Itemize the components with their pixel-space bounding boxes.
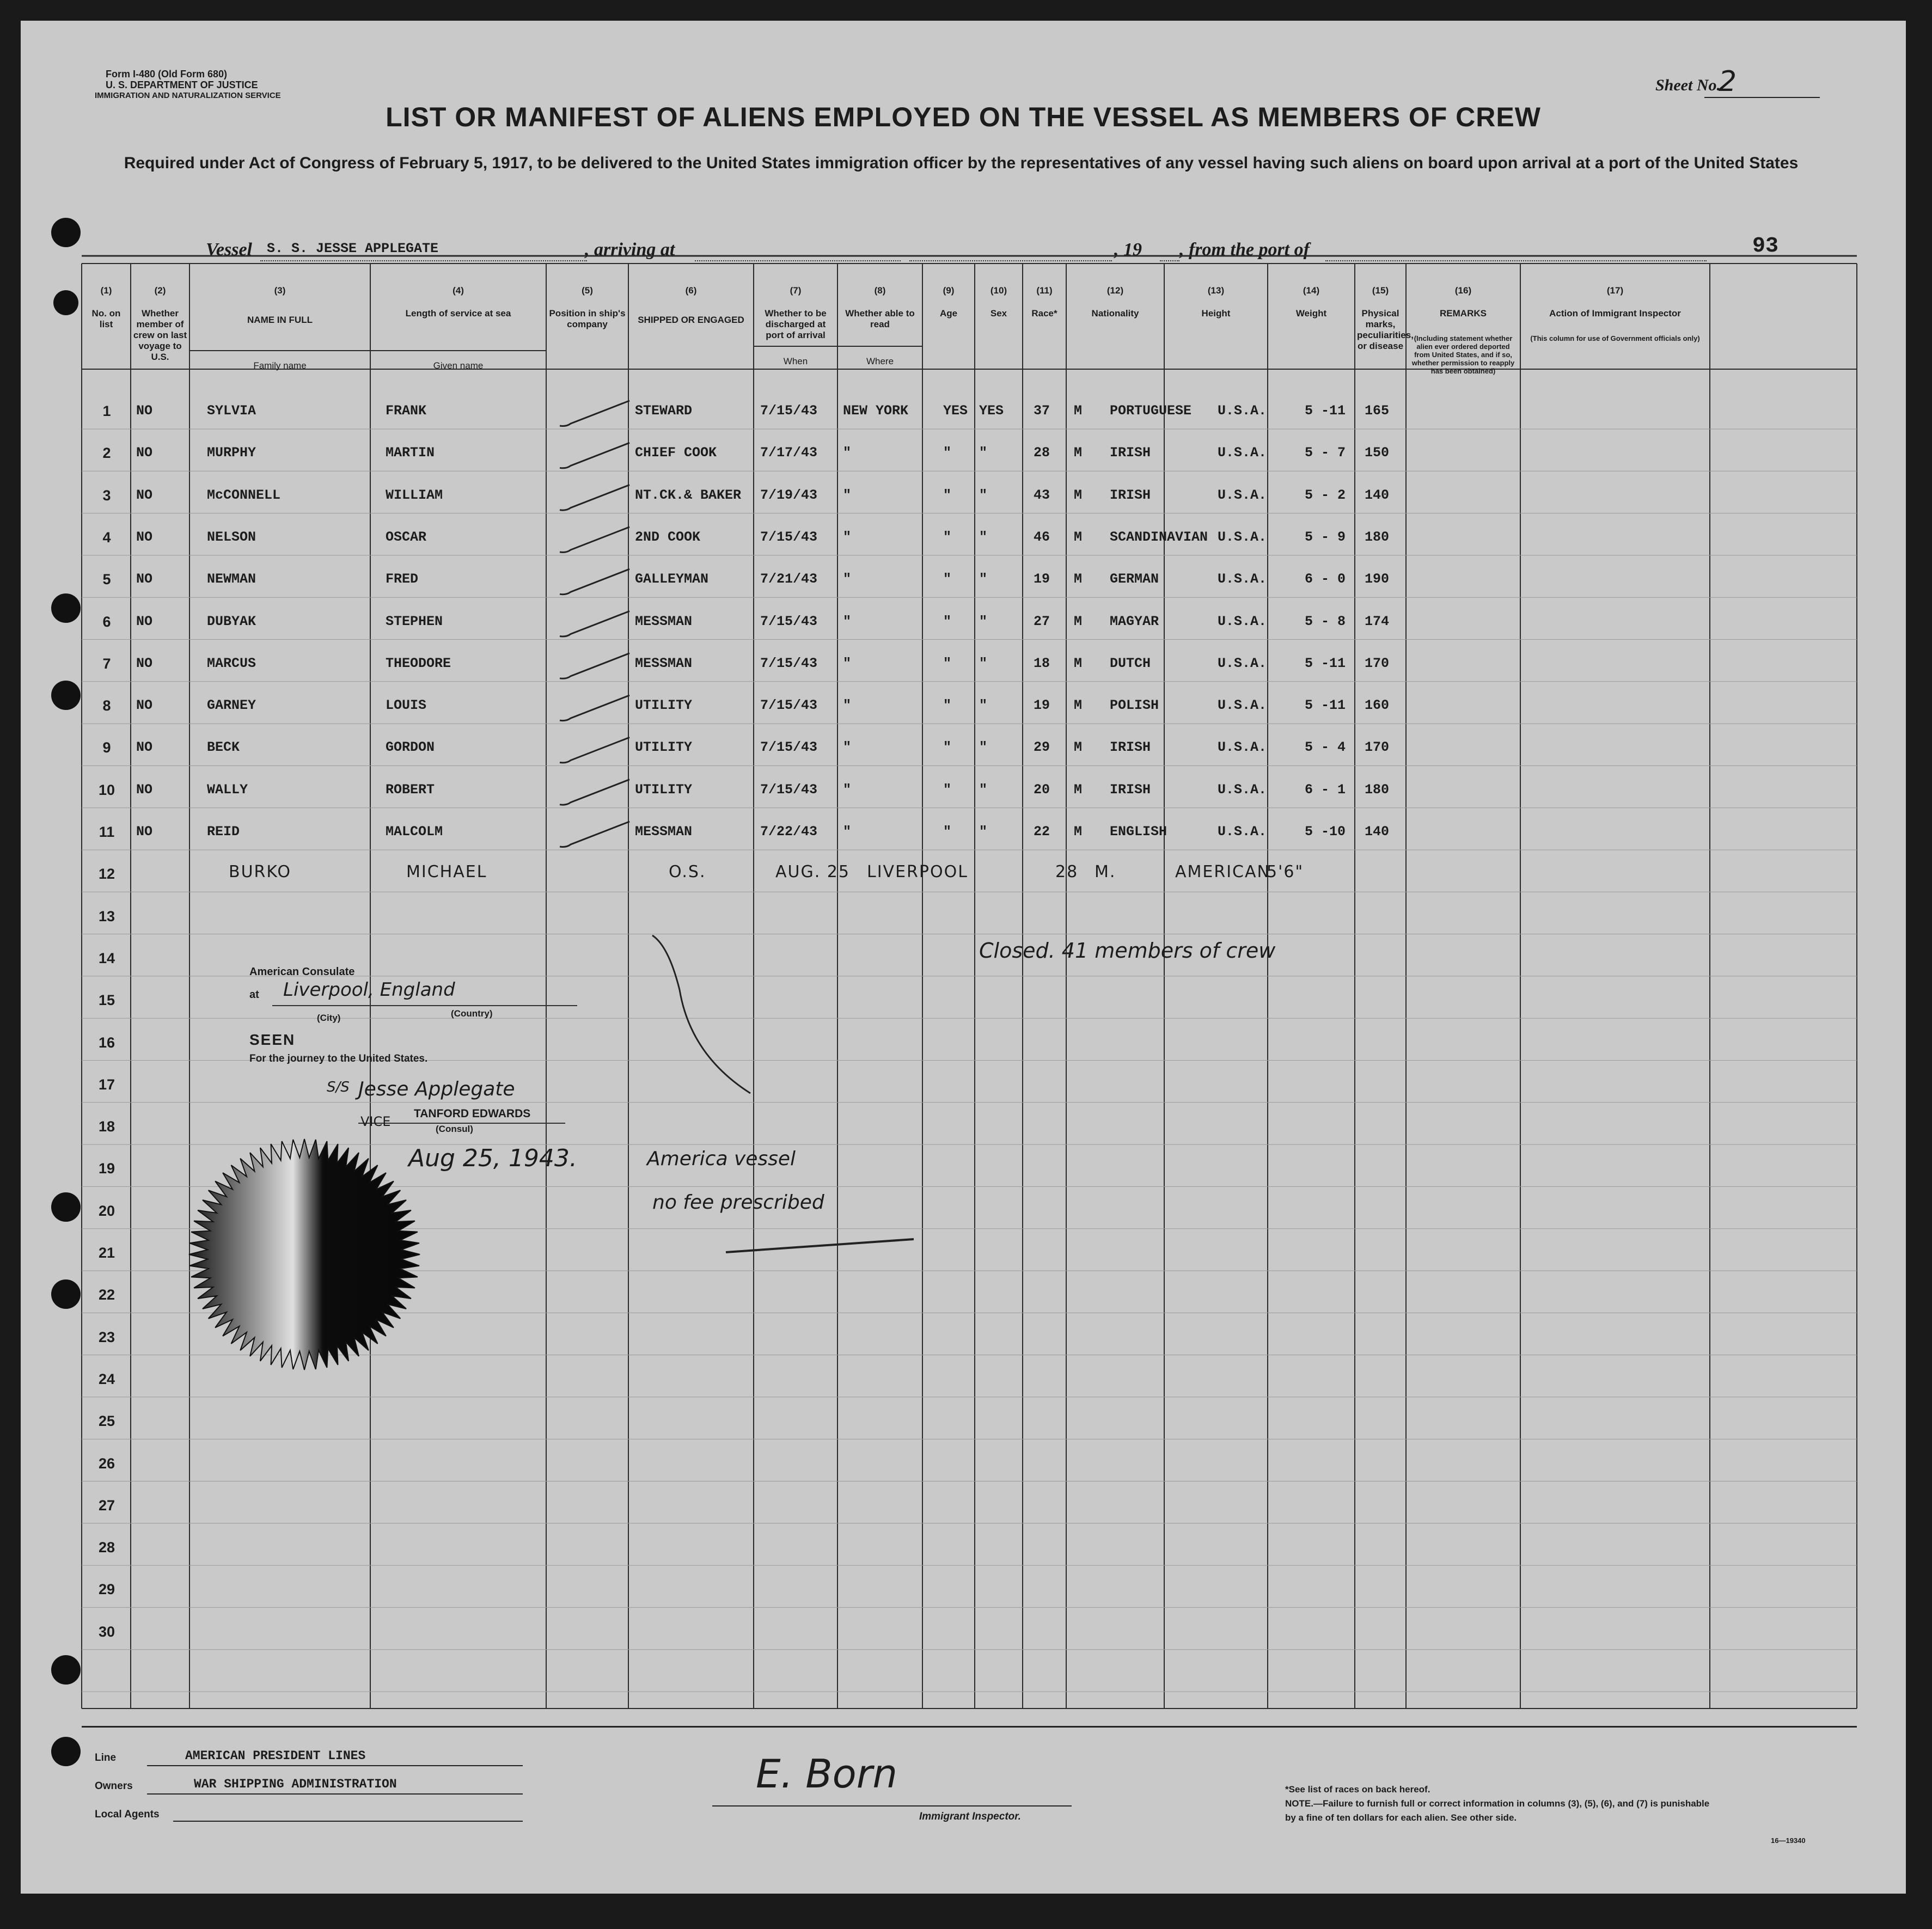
cell-where: "	[843, 655, 852, 671]
cell-where: "	[843, 613, 852, 629]
line-label: Line	[95, 1752, 117, 1763]
cell-sex: M	[1074, 445, 1083, 461]
cell-position: MESSMAN	[635, 655, 693, 671]
consul-label: (Consul)	[436, 1124, 473, 1134]
fee-note-line2: no fee prescribed	[652, 1191, 824, 1214]
service-check-mark	[560, 695, 629, 721]
column-number: (13)	[1207, 285, 1225, 296]
failure-note: NOTE.—Failure to furnish full or correct information in columns (3), (5), (6), and (7) is punishable by a fine of ten dollars for each alien. See other side.	[1285, 1798, 1710, 1823]
agents-label: Local Agents	[95, 1809, 160, 1820]
cell-sex: M.	[1095, 862, 1116, 882]
row-number: 30	[98, 1623, 115, 1640]
line-value: AMERICAN PRESIDENT LINES	[185, 1749, 366, 1763]
cell-where: "	[843, 739, 852, 756]
cell-height: 5 - 7	[1305, 445, 1346, 461]
journey-text: For the journey to the United States.	[249, 1053, 428, 1064]
margin-number: 93	[1752, 234, 1779, 259]
cell-nationality: U.S.A.	[1218, 613, 1267, 629]
cell-position: 2ND COOK	[635, 529, 701, 545]
cell-when: 7/22/43	[760, 824, 818, 840]
cell-prev: NO	[136, 403, 153, 419]
cell-race: MAGYAR	[1110, 613, 1159, 629]
cell-position: CHIEF COOK	[635, 445, 717, 461]
cell-family: DUBYAK	[207, 613, 256, 629]
cell-weight: 170	[1365, 739, 1390, 756]
cell-read: "	[979, 739, 988, 756]
cell-where: "	[843, 445, 852, 461]
signature-line	[712, 1805, 1072, 1806]
fee-note-underline	[723, 1235, 919, 1257]
cell-nationality: U.S.A.	[1218, 571, 1267, 587]
cell-race: PORTUGUESE	[1110, 403, 1192, 419]
cell-discharged: "	[943, 739, 952, 756]
column-number: (17)	[1606, 285, 1624, 296]
cell-nationality: U.S.A.	[1218, 739, 1267, 756]
consulate-place: Liverpool, England	[283, 979, 455, 1001]
service-check-mark	[560, 485, 629, 511]
service-check-mark	[560, 443, 629, 468]
consulate-country-label: (Country)	[451, 1008, 493, 1019]
column-sublabel: Where	[866, 356, 894, 366]
cell-race: IRISH	[1110, 445, 1151, 461]
cell-read: "	[979, 445, 988, 461]
cell-prev: NO	[136, 571, 153, 587]
cell-family: WALLY	[207, 781, 248, 798]
cell-position: UTILITY	[635, 739, 693, 756]
cell-sex: M	[1074, 613, 1083, 629]
column-note: (Including statement whether alien ever ordered deported from United States, and if so, whether permission to reapply has been obtained)	[1411, 334, 1515, 375]
row-number: 23	[98, 1328, 115, 1345]
cell-prev: NO	[136, 697, 153, 714]
manifest-page	[21, 21, 1906, 1894]
cell-given: WILLIAM	[386, 487, 443, 503]
cell-age: 18	[1034, 655, 1050, 671]
consulate-title: American Consulate	[249, 966, 355, 978]
cell-when: 7/17/43	[760, 445, 818, 461]
column-label: Weight	[1295, 308, 1327, 319]
row-number: 22	[98, 1287, 115, 1303]
cell-where: "	[843, 529, 852, 545]
page-subtitle: Required under Act of Congress of February 5, 1917, to be delivered to the United States immigration officer by the representatives of any vessel having such aliens on board upon arrival at a port of the United States	[124, 154, 1799, 172]
cell-discharged: "	[943, 781, 952, 798]
cell-family: MURPHY	[207, 445, 256, 461]
column-number: (16)	[1454, 285, 1472, 296]
cell-sex: M	[1074, 529, 1083, 545]
cell-weight: 165	[1365, 403, 1390, 419]
cell-discharged: "	[943, 445, 952, 461]
cell-given: ROBERT	[386, 781, 435, 798]
cell-nationality: U.S.A.	[1218, 445, 1267, 461]
cell-given: MARTIN	[386, 445, 435, 461]
cell-family: REID	[207, 824, 240, 840]
cell-read: "	[979, 571, 988, 587]
row-number: 3	[102, 487, 111, 504]
column-sublabel: Family name	[253, 360, 307, 371]
consular-seal-icon	[187, 1129, 421, 1380]
manifest-grid	[21, 21, 1906, 1894]
cell-nationality: AMERICAN	[1175, 862, 1270, 882]
cell-weight: 190	[1365, 571, 1390, 587]
cell-weight: 150	[1365, 445, 1390, 461]
sheet-number: 2	[1719, 65, 1737, 98]
column-label: Height	[1201, 308, 1231, 319]
cell-race: DUTCH	[1110, 655, 1151, 671]
row-number: 14	[98, 950, 115, 966]
closed-note: Closed. 41 members of crew	[979, 939, 1276, 963]
cell-family: SYLVIA	[207, 403, 256, 419]
row-number: 4	[102, 529, 111, 546]
cell-sex: M	[1074, 697, 1083, 714]
cell-race: IRISH	[1110, 781, 1151, 798]
column-sublabel: When	[783, 356, 808, 366]
cell-race: POLISH	[1110, 697, 1159, 714]
pencil-stroke	[631, 914, 767, 1099]
row-number: 28	[98, 1539, 115, 1556]
cell-height: 5 - 9	[1305, 529, 1346, 545]
port-label: , from the port of	[1179, 240, 1310, 260]
cell-weight: 140	[1365, 487, 1390, 503]
line-underline	[147, 1765, 523, 1766]
cell-read: "	[979, 824, 988, 840]
row-number: 20	[98, 1202, 115, 1219]
row-number: 15	[98, 992, 115, 1009]
owners-underline	[147, 1793, 523, 1795]
cell-age: 19	[1034, 571, 1050, 587]
cell-where: "	[843, 571, 852, 587]
cell-nationality: U.S.A.	[1218, 487, 1267, 503]
column-number: (11)	[1036, 285, 1053, 296]
column-number: (2)	[154, 285, 166, 296]
cell-family: BECK	[207, 739, 240, 756]
service-check-mark	[560, 611, 629, 637]
cell-sex: M	[1074, 487, 1083, 503]
row-number: 11	[99, 824, 115, 840]
cell-nationality: U.S.A.	[1218, 824, 1267, 840]
cell-read: "	[979, 697, 988, 714]
arriving-label: , arriving at	[585, 240, 675, 260]
stamp-date: Aug 25, 1943.	[408, 1144, 577, 1172]
cell-age: 43	[1034, 487, 1050, 503]
column-number: (10)	[990, 285, 1007, 296]
column-number: (15)	[1372, 285, 1389, 296]
cell-prev: NO	[136, 487, 153, 503]
cell-read: "	[979, 529, 988, 545]
cell-age: 22	[1034, 824, 1050, 840]
cell-when: 7/15/43	[760, 781, 818, 798]
cell-where: NEW YORK	[843, 403, 909, 419]
cell-age: 20	[1034, 781, 1050, 798]
column-label: Race*	[1031, 308, 1057, 319]
column-label: REMARKS	[1440, 308, 1487, 319]
cell-when: 7/15/43	[760, 655, 818, 671]
cell-nationality: U.S.A.	[1218, 403, 1267, 419]
page-title: LIST OR MANIFEST OF ALIENS EMPLOYED ON THE VESSEL AS MEMBERS OF CREW	[386, 102, 1541, 132]
cell-height: 6 - 1	[1305, 781, 1346, 798]
column-label: Whether member of crew on last voyage to U.S.	[133, 308, 187, 362]
cell-discharged: "	[943, 613, 952, 629]
column-label: Sex	[990, 308, 1007, 319]
cell-prev: NO	[136, 613, 153, 629]
column-label: Position in ship's company	[549, 308, 626, 329]
row-number: 25	[98, 1413, 115, 1430]
cell-race: IRISH	[1110, 487, 1151, 503]
cell-given: LOUIS	[386, 697, 427, 714]
service-check-mark	[560, 401, 629, 426]
cell-height: 5 -11	[1305, 697, 1346, 714]
row-number: 13	[98, 908, 115, 924]
column-sublabel: Given name	[433, 360, 484, 371]
cell-when: 7/15/43	[760, 739, 818, 756]
cell-prev: NO	[136, 824, 153, 840]
cell-sex: M	[1074, 655, 1083, 671]
column-number: (7)	[790, 285, 802, 296]
cell-age: 28	[1055, 862, 1079, 882]
cell-discharged: "	[943, 697, 952, 714]
row-number: 10	[98, 781, 115, 798]
cell-sex: M	[1074, 739, 1083, 756]
vessel-label: Vessel	[206, 240, 252, 260]
consulate-at: at	[249, 989, 259, 1001]
cell-position: UTILITY	[635, 781, 693, 798]
cell-when: 7/15/43	[760, 529, 818, 545]
column-label: SHIPPED OR ENGAGED	[638, 315, 744, 325]
cell-given: STEPHEN	[386, 613, 443, 629]
cell-position: O.S.	[669, 862, 706, 882]
cell-weight: 174	[1365, 613, 1390, 629]
cell-height: 5 - 2	[1305, 487, 1346, 503]
cell-position: UTILITY	[635, 697, 693, 714]
cell-sex: M	[1074, 571, 1083, 587]
vice-consul: VICE	[360, 1114, 391, 1129]
column-number: (9)	[943, 285, 955, 296]
row-number: 12	[98, 866, 115, 883]
cell-given: THEODORE	[386, 655, 451, 671]
cell-where: "	[843, 781, 852, 798]
seen-stamp: SEEN	[249, 1031, 296, 1048]
cell-sex: M	[1074, 403, 1083, 419]
cell-prev: NO	[136, 529, 153, 545]
cell-sex: M	[1074, 781, 1083, 798]
cell-age: 27	[1034, 613, 1050, 629]
cell-race: IRISH	[1110, 739, 1151, 756]
column-label: Whether able to read	[845, 308, 915, 329]
cell-height: 5 -11	[1305, 403, 1346, 419]
cell-family: GARNEY	[207, 697, 256, 714]
cell-prev: NO	[136, 445, 153, 461]
column-number: (12)	[1106, 285, 1124, 296]
cell-given: OSCAR	[386, 529, 427, 545]
cell-weight: 160	[1365, 697, 1390, 714]
owners-value: WAR SHIPPING ADMINISTRATION	[194, 1777, 397, 1791]
cell-weight: 140	[1365, 824, 1390, 840]
row-number: 27	[98, 1497, 115, 1514]
cell-discharged: "	[943, 571, 952, 587]
column-number: (14)	[1303, 285, 1320, 296]
cell-family: NELSON	[207, 529, 256, 545]
column-number: (3)	[274, 285, 286, 296]
stamp-vessel: Jesse Applegate	[358, 1078, 515, 1100]
year-label: , 19	[1114, 240, 1142, 260]
service-check-mark	[560, 527, 629, 553]
row-number: 1	[102, 403, 111, 419]
cell-read: "	[979, 487, 988, 503]
cell-read: "	[979, 655, 988, 671]
cell-when: 7/21/43	[760, 571, 818, 587]
cell-position: GALLEYMAN	[635, 571, 709, 587]
row-number: 17	[98, 1076, 115, 1093]
owners-label: Owners	[95, 1780, 133, 1792]
cell-nationality: U.S.A.	[1218, 697, 1267, 714]
cell-when: 7/15/43	[760, 403, 818, 419]
cell-race: SCANDINAVIAN	[1110, 529, 1208, 545]
form-number: Form I-480 (Old Form 680)	[106, 69, 228, 79]
cell-sex: M	[1074, 824, 1083, 840]
cell-prev: NO	[136, 655, 153, 671]
consulate-underline	[272, 1005, 577, 1006]
row-number: 29	[98, 1581, 115, 1598]
service-check-mark	[560, 822, 629, 847]
column-label: Physical marks, peculiarities, or disease	[1357, 308, 1414, 351]
sheet-label: Sheet No.	[1655, 76, 1721, 94]
row-number: 8	[102, 697, 111, 714]
row-number: 2	[102, 445, 111, 462]
cell-where: "	[843, 487, 852, 503]
cell-given: MICHAEL	[406, 862, 487, 882]
cell-family: McCONNELL	[207, 487, 281, 503]
column-label: Nationality	[1091, 308, 1139, 319]
cell-when: 7/15/43	[760, 697, 818, 714]
service-check-mark	[560, 569, 629, 595]
row-number: 21	[98, 1245, 115, 1261]
cell-read: "	[979, 613, 988, 629]
cell-where: "	[843, 824, 852, 840]
cell-nationality: U.S.A.	[1218, 655, 1267, 671]
cell-weight: 170	[1365, 655, 1390, 671]
column-label: NAME IN FULL	[247, 315, 313, 325]
row-number: 24	[98, 1370, 115, 1387]
cell-race: ENGLISH	[1110, 824, 1167, 840]
column-number: (5)	[582, 285, 593, 296]
cell-family: BURKO	[229, 862, 292, 882]
service-check-mark	[560, 737, 629, 763]
cell-age: 28	[1034, 445, 1050, 461]
cell-prev: NO	[136, 781, 153, 798]
cell-family: NEWMAN	[207, 571, 256, 587]
cell-prev: NO	[136, 739, 153, 756]
cell-nationality: U.S.A.	[1218, 529, 1267, 545]
row-number: 19	[98, 1160, 115, 1177]
cell-height: 5 - 4	[1305, 739, 1346, 756]
row-number: 7	[102, 655, 111, 672]
footer-rule	[82, 1726, 1857, 1728]
cell-weight: 180	[1365, 529, 1390, 545]
column-note: (This column for use of Government officials only)	[1530, 334, 1700, 342]
cell-family: MARCUS	[207, 655, 256, 671]
cell-discharged: "	[943, 529, 952, 545]
cell-nationality: U.S.A.	[1218, 781, 1267, 798]
cell-given: FRED	[386, 571, 419, 587]
fee-note-line1: America vessel	[647, 1148, 796, 1170]
row-number: 9	[102, 739, 111, 756]
cell-age: 37	[1034, 403, 1050, 419]
cell-height: 5 - 8	[1305, 613, 1346, 629]
cell-when: 7/15/43	[760, 613, 818, 629]
cell-given: GORDON	[386, 739, 435, 756]
cell-position: MESSMAN	[635, 613, 693, 629]
cell-race: GERMAN	[1110, 571, 1159, 587]
cell-when: 7/19/43	[760, 487, 818, 503]
column-label: Action of Immigrant Inspector	[1549, 308, 1681, 319]
cell-position: MESSMAN	[635, 824, 693, 840]
column-label: Whether to be discharged at port of arrival	[765, 308, 827, 340]
department-name: U. S. DEPARTMENT OF JUSTICE	[106, 79, 258, 90]
row-number: 16	[98, 1034, 115, 1051]
column-number: (4)	[453, 285, 464, 296]
inspector-label: Immigrant Inspector.	[919, 1811, 1021, 1822]
consul-name: TANFORD EDWARDS	[414, 1107, 531, 1120]
inspector-signature: E. Born	[756, 1751, 897, 1797]
cell-discharged: "	[943, 487, 952, 503]
cell-position: NT.CK.& BAKER	[635, 487, 742, 503]
cell-read: "	[979, 781, 988, 798]
row-number: 6	[102, 613, 111, 630]
column-label: Age	[939, 308, 958, 319]
cell-discharged: "	[943, 824, 952, 840]
ss-label: S/S	[327, 1079, 350, 1095]
cell-where: LIVERPOOL	[867, 862, 968, 882]
cell-discharged: YES	[943, 403, 968, 419]
row-number: 5	[102, 571, 111, 588]
consulate-city-label: (City)	[317, 1013, 341, 1023]
cell-age: 29	[1034, 739, 1050, 756]
cell-given: MALCOLM	[386, 824, 443, 840]
cell-weight: 180	[1365, 781, 1390, 798]
service-check-mark	[560, 653, 629, 679]
vessel-name: S. S. JESSE APPLEGATE	[267, 241, 439, 256]
row-number: 26	[98, 1455, 115, 1472]
cell-read: YES	[979, 403, 1004, 419]
column-label: Length of service at sea	[405, 308, 511, 319]
cell-age: 46	[1034, 529, 1050, 545]
cell-where: "	[843, 697, 852, 714]
print-code: 16—19340	[1771, 1836, 1806, 1845]
row-number: 18	[98, 1118, 115, 1135]
race-note: *See list of races on back hereof.	[1285, 1784, 1430, 1795]
cell-height: 5'6"	[1267, 862, 1304, 882]
cell-given: FRANK	[386, 403, 427, 419]
column-number: (1)	[100, 285, 112, 296]
cell-age: 19	[1034, 697, 1050, 714]
service-check-mark	[560, 780, 629, 805]
cell-height: 5 -10	[1305, 824, 1346, 840]
cell-height: 5 -11	[1305, 655, 1346, 671]
column-number: (8)	[874, 285, 886, 296]
service-name: IMMIGRATION AND NATURALIZATION SERVICE	[95, 91, 281, 100]
cell-position: STEWARD	[635, 403, 693, 419]
agents-underline	[173, 1821, 523, 1822]
column-label: No. on list	[91, 308, 121, 329]
cell-when: AUG. 25	[775, 862, 850, 882]
column-number: (6)	[685, 285, 697, 296]
cell-height: 6 - 0	[1305, 571, 1346, 587]
cell-discharged: "	[943, 655, 952, 671]
